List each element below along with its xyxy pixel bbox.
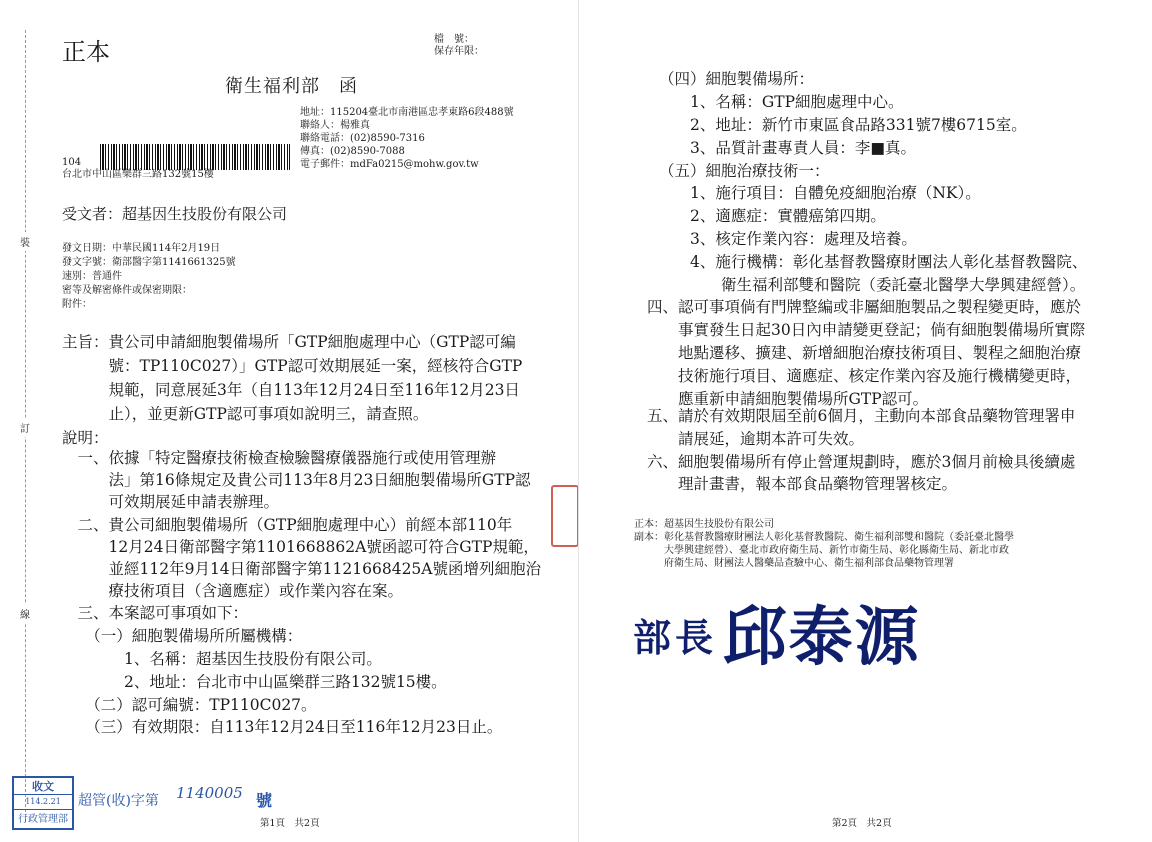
item-line: 3、核定作業內容：處理及培養。 — [659, 230, 917, 248]
page-footer: 第1頁 共2頁 — [260, 818, 320, 829]
confidentiality: 密等及解密條件或保密期限： — [62, 285, 192, 296]
point-line: 應重新申請細胞製備場所GTP認可。 — [647, 390, 929, 408]
item-line: 2、地址：新竹市東區食品路331號7樓6715室。 — [659, 116, 1027, 134]
cc-line: 副本：彰化基督教醫療財團法人彰化基督教醫院、衛生福利部雙和醫院（委託臺北醫學 — [634, 532, 1014, 543]
receipt-number: 1140005 — [176, 784, 243, 802]
subject-line-3: 規範，同意展延3年（自113年12月24日至116年12月23日 — [62, 381, 520, 399]
item-line: 1、名稱：GTP細胞處理中心。 — [659, 93, 904, 111]
sender-email: 電子郵件：mdFa0215@mohw.gov.tw — [300, 159, 479, 170]
item-line: （四）細胞製備場所： — [659, 70, 815, 88]
recipient-address: 台北市中山區樂群三路132號15樓 — [62, 169, 214, 180]
explanation-line: （一）細胞製備場所所屬機構： — [62, 627, 303, 645]
explanation-line: 可效期展延申請表辦理。 — [62, 493, 280, 511]
explanation-line: 二、貴公司細胞製備場所（GTP細胞處理中心）前經本部110年 — [62, 516, 513, 534]
binding-char-1: 裝 — [20, 232, 30, 251]
retention-label: 保存年限： — [434, 46, 484, 57]
explanation-line: 一、依據「特定醫療技術檢查檢驗醫療儀器施行或使用管理辦 — [62, 449, 497, 467]
explanation-line: 12月24日衛部醫字第1101668862A號函認可符合GTP規範， — [62, 538, 539, 556]
sender-contact: 聯絡人：楊雅真 — [300, 120, 370, 131]
binding-char-2: 訂 — [20, 418, 30, 437]
explanation-label: 說明： — [62, 429, 109, 447]
postal-barcode — [100, 144, 290, 170]
copy-type-label: 正本 — [62, 38, 110, 66]
receipt-stamp-dept: 行政管理部 — [14, 809, 72, 825]
sender-address: 地址：115204臺北市南港區忠孝東路6段488號 — [300, 107, 514, 118]
point-line: 五、請於有效期限屆至前6個月，主動向本部食品藥物管理署申 — [647, 407, 1076, 425]
item-line: 1、施行項目：自體免疫細胞治療（NK）。 — [659, 184, 981, 202]
signature-title: 部長 — [633, 615, 718, 660]
receipt-number-prefix: 超管(收)字第 — [78, 793, 159, 809]
point-line: 理計畫書，報本部食品藥物管理署核定。 — [647, 475, 958, 493]
explanation-line: 三、本案認可事項如下： — [62, 604, 249, 622]
explanation-line: 1、名稱：超基因生技股份有限公司。 — [62, 650, 382, 668]
signature-name: 邱泰源 — [722, 600, 921, 675]
attachments: 附件： — [62, 299, 92, 310]
subject-line-1: 主旨：貴公司申請細胞製備場所「GTP細胞處理中心（GTP認可編 — [62, 333, 516, 351]
original-recipient: 正本：超基因生技股份有限公司 — [634, 519, 774, 530]
cc-line: 府衛生局、財團法人醫藥品查驗中心、衛生福利部食品藥物管理署 — [634, 558, 954, 569]
explanation-line: 2、地址：台北市中山區樂群三路132號15樓。 — [62, 673, 447, 691]
item-line: 3、品質計畫專責人員：李■真。 — [659, 139, 917, 157]
recipient: 受文者：超基因生技股份有限公司 — [62, 205, 288, 223]
urgency: 速別：普通件 — [62, 271, 122, 282]
issue-date: 發文日期：中華民國114年2月19日 — [62, 243, 221, 254]
receipt-stamp-date: 114.2.21 — [25, 797, 61, 806]
binding-char-3: 線 — [20, 604, 30, 623]
seal-stamp — [551, 485, 579, 547]
receipt-number-suffix: 號 — [256, 791, 273, 810]
item-line: 2、適應症：實體癌第四期。 — [659, 207, 886, 225]
item-line: 衛生福利部雙和醫院（委託臺北醫學大學興建經營）。 — [659, 276, 1086, 294]
sender-fax: 傳真：(02)8590-7088 — [300, 146, 405, 157]
cc-line: 大學興建經營）、臺北市政府衛生局、新竹市衛生局、彰化縣衛生局、新北市政 — [634, 545, 1009, 556]
agency-title: 衛生福利部 函 — [225, 76, 358, 97]
explanation-line: 療技術項目（含適應症）或作業內容在案。 — [62, 582, 404, 600]
point-line: 六、細胞製備場所有停止營運規劃時，應於3個月前檢具後續處 — [647, 453, 1076, 471]
point-line: 技術施行項目、適應症、核定作業內容及施行機構變更時， — [647, 367, 1082, 385]
item-line: 4、施行機構：彰化基督教醫療財團法人彰化基督教醫院、 — [659, 253, 1088, 271]
item-line: （五）細胞治療技術一： — [659, 162, 830, 180]
point-line: 地點遷移、擴建、新增細胞治療技術項目、製程之細胞治療 — [647, 344, 1082, 362]
archive-number-label: 檔 號： — [434, 34, 474, 45]
point-line: 四、認可事項倘有門牌整編或非屬細胞製品之製程變更時，應於 — [647, 298, 1082, 316]
explanation-line: （二）認可編號：TP110C027。 — [62, 696, 317, 714]
receipt-stamp — [12, 776, 74, 830]
point-line: 事實發生日起30日內申請變更登記；倘有細胞製備場所實際 — [647, 321, 1086, 339]
page-2 — [578, 0, 1152, 842]
minister-signature — [633, 586, 921, 678]
page-footer: 第2頁 共2頁 — [832, 818, 892, 829]
point-line: 請展延，逾期本許可失效。 — [647, 430, 865, 448]
subject-line-2: 號：TP110C027）」GTP認可效期展延一案，經核符合GTP — [62, 357, 523, 375]
explanation-line: 法」第16條規定及貴公司113年8月23日細胞製備場所GTP認 — [62, 471, 531, 489]
postal-code: 104 — [62, 157, 82, 168]
sender-phone: 聯絡電話：(02)8590-7316 — [300, 133, 425, 144]
receipt-stamp-title: 收文 — [14, 778, 72, 795]
document-number: 發文字號：衛部醫字第1141661325號 — [62, 257, 236, 268]
subject-line-4: 止），並更新GTP認可事項如說明三，請查照。 — [62, 405, 429, 423]
explanation-line: （三）有效期限：自113年12月24日至116年12月23日止。 — [62, 718, 503, 736]
explanation-line: 並經112年9月14日衛部醫字第1121668425A號函增列細胞治 — [62, 560, 541, 578]
